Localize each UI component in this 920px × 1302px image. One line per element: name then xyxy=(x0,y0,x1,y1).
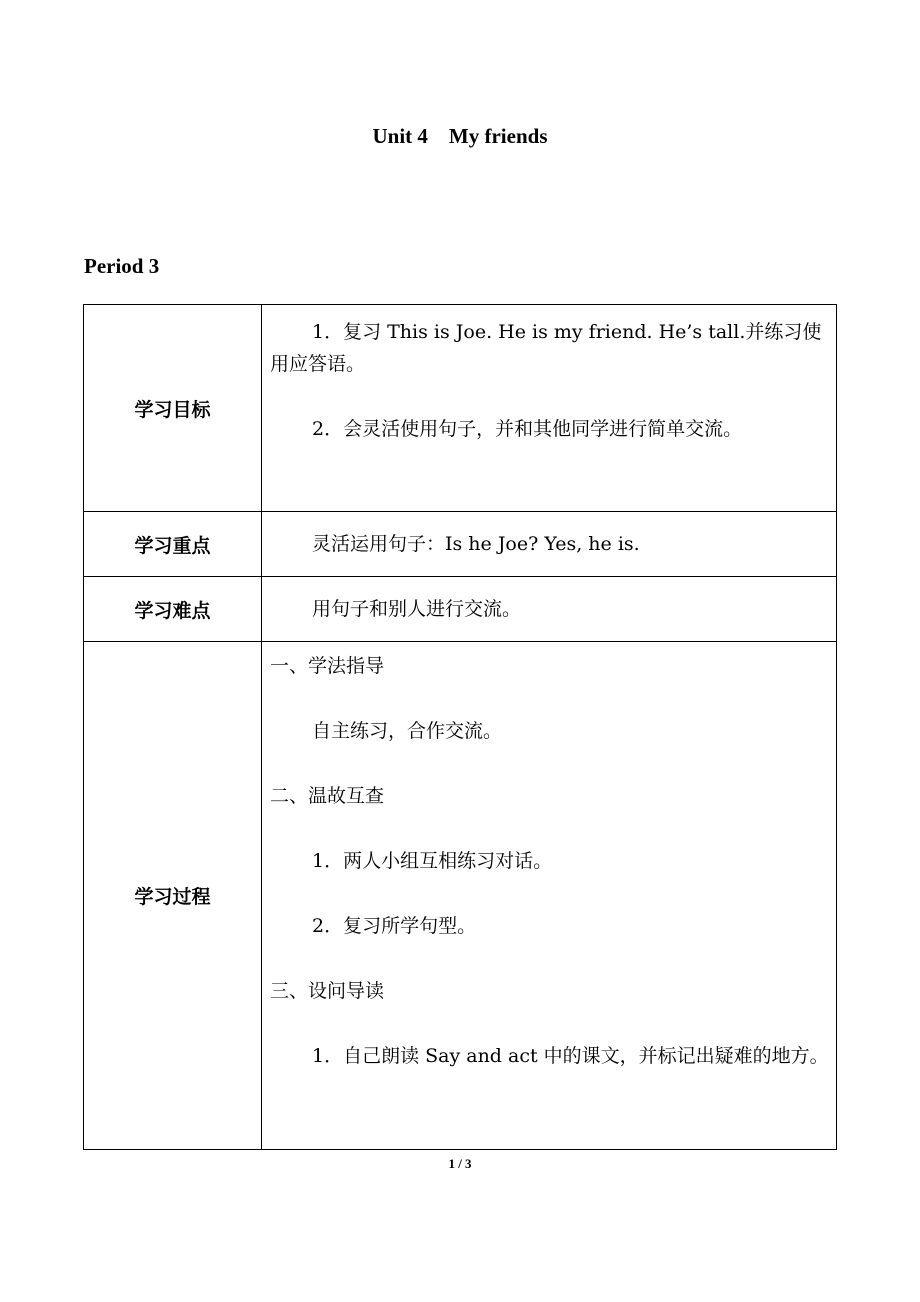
process-section1-text: 自主练习，合作交流。 xyxy=(312,720,503,742)
page-number: 1 / 3 xyxy=(448,1156,472,1171)
period-heading: Period 3 xyxy=(84,254,160,278)
objectives-content xyxy=(262,305,837,512)
table-row-key-points xyxy=(84,512,837,577)
process-section2-heading: 二、温故互查 xyxy=(270,785,385,807)
table-row-objectives xyxy=(84,305,837,512)
objectives-label: 学习目标 xyxy=(84,305,262,512)
lesson-plan-table xyxy=(83,304,837,1150)
difficulties-label: 学习难点 xyxy=(84,577,262,642)
process-label: 学习过程 xyxy=(84,642,262,1150)
process-section1-heading: 一、学法指导 xyxy=(270,655,385,677)
key-points-content xyxy=(262,512,837,577)
key-points-text: 灵活运用句子：Is he Joe? Yes, he is. xyxy=(312,533,640,555)
difficulties-text: 用句子和别人进行交流。 xyxy=(312,598,522,620)
process-section3-item1: 1．自己朗读 Say and act 中的课文，并标记出疑难的地方。 xyxy=(312,1045,829,1067)
objective-item-1: 1．复习 This is Joe. He is my friend. He’s tall.并练习使用应答语。 xyxy=(270,321,822,375)
objective-item-2: 2．会灵活使用句子，并和其他同学进行简单交流。 xyxy=(312,418,743,440)
document-title: Unit 4 My friends xyxy=(372,124,548,148)
process-section2-item1: 1．两人小组互相练习对话。 xyxy=(312,850,553,872)
table-row-difficulties xyxy=(84,577,837,642)
process-section2-item2: 2．复习所学句型。 xyxy=(312,915,477,937)
process-section3-heading: 三、设问导读 xyxy=(270,980,385,1002)
table-row-process xyxy=(84,642,837,1150)
difficulties-content xyxy=(262,577,837,642)
process-content xyxy=(262,642,837,1150)
key-points-label: 学习重点 xyxy=(84,512,262,577)
